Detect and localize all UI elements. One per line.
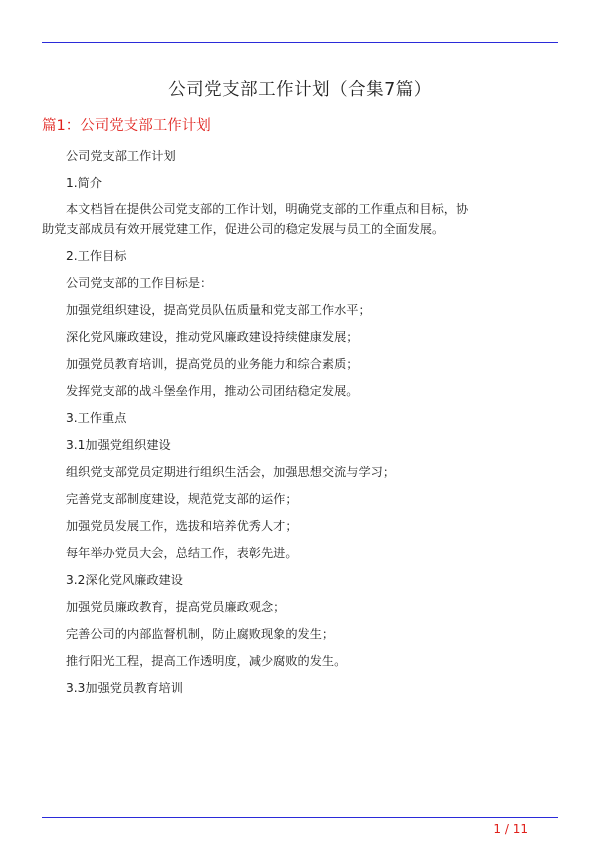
paragraph: 2.工作目标 bbox=[66, 249, 127, 263]
paragraph: 深化党风廉政建设，推动党风廉政建设持续健康发展； bbox=[66, 330, 359, 344]
paragraph: 3.2深化党风廉政建设 bbox=[66, 573, 183, 587]
paragraph: 加强党员廉政教育，提高党员廉政观念； bbox=[66, 600, 286, 614]
paragraph: 公司党支部的工作目标是： bbox=[66, 276, 213, 290]
page-number: 1 / 11 bbox=[493, 822, 528, 836]
paragraph: 每年举办党员大会，总结工作，表彰先进。 bbox=[66, 546, 298, 560]
paragraph: 本文档旨在提供公司党支部的工作计划，明确党支部的工作重点和目标，协助党支部成员有效开展党建工作，促进公司的稳定发展与员工的全面发展。 bbox=[42, 202, 469, 236]
paragraph: 完善党支部制度建设，规范党支部的运作； bbox=[66, 492, 298, 506]
document-title: 公司党支部工作计划（合集7篇） bbox=[168, 80, 432, 100]
paragraph: 3.工作重点 bbox=[66, 411, 127, 425]
paragraph: 加强党组织建设，提高党员队伍质量和党支部工作水平； bbox=[66, 303, 371, 317]
paragraph: 发挥党支部的战斗堡垒作用，推动公司团结稳定发展。 bbox=[66, 384, 359, 398]
document-body bbox=[42, 146, 558, 705]
paragraph: 加强党员教育培训，提高党员的业务能力和综合素质； bbox=[66, 357, 359, 371]
paragraph: 组织党支部党员定期进行组织生活会，加强思想交流与学习； bbox=[66, 465, 396, 479]
header-rule bbox=[42, 42, 558, 43]
paragraph: 1.简介 bbox=[66, 176, 103, 190]
paragraph: 公司党支部工作计划 bbox=[66, 149, 176, 163]
paragraph: 3.3加强党员教育培训 bbox=[66, 681, 183, 695]
footer-rule bbox=[42, 817, 558, 818]
paragraph: 加强党员发展工作，选拔和培养优秀人才； bbox=[66, 519, 298, 533]
paragraph: 推行阳光工程，提高工作透明度，减少腐败的发生。 bbox=[66, 654, 347, 668]
section-heading: 篇1：公司党支部工作计划 bbox=[42, 118, 211, 134]
paragraph: 3.1加强党组织建设 bbox=[66, 438, 171, 452]
paragraph: 完善公司的内部监督机制，防止腐败现象的发生； bbox=[66, 627, 335, 641]
